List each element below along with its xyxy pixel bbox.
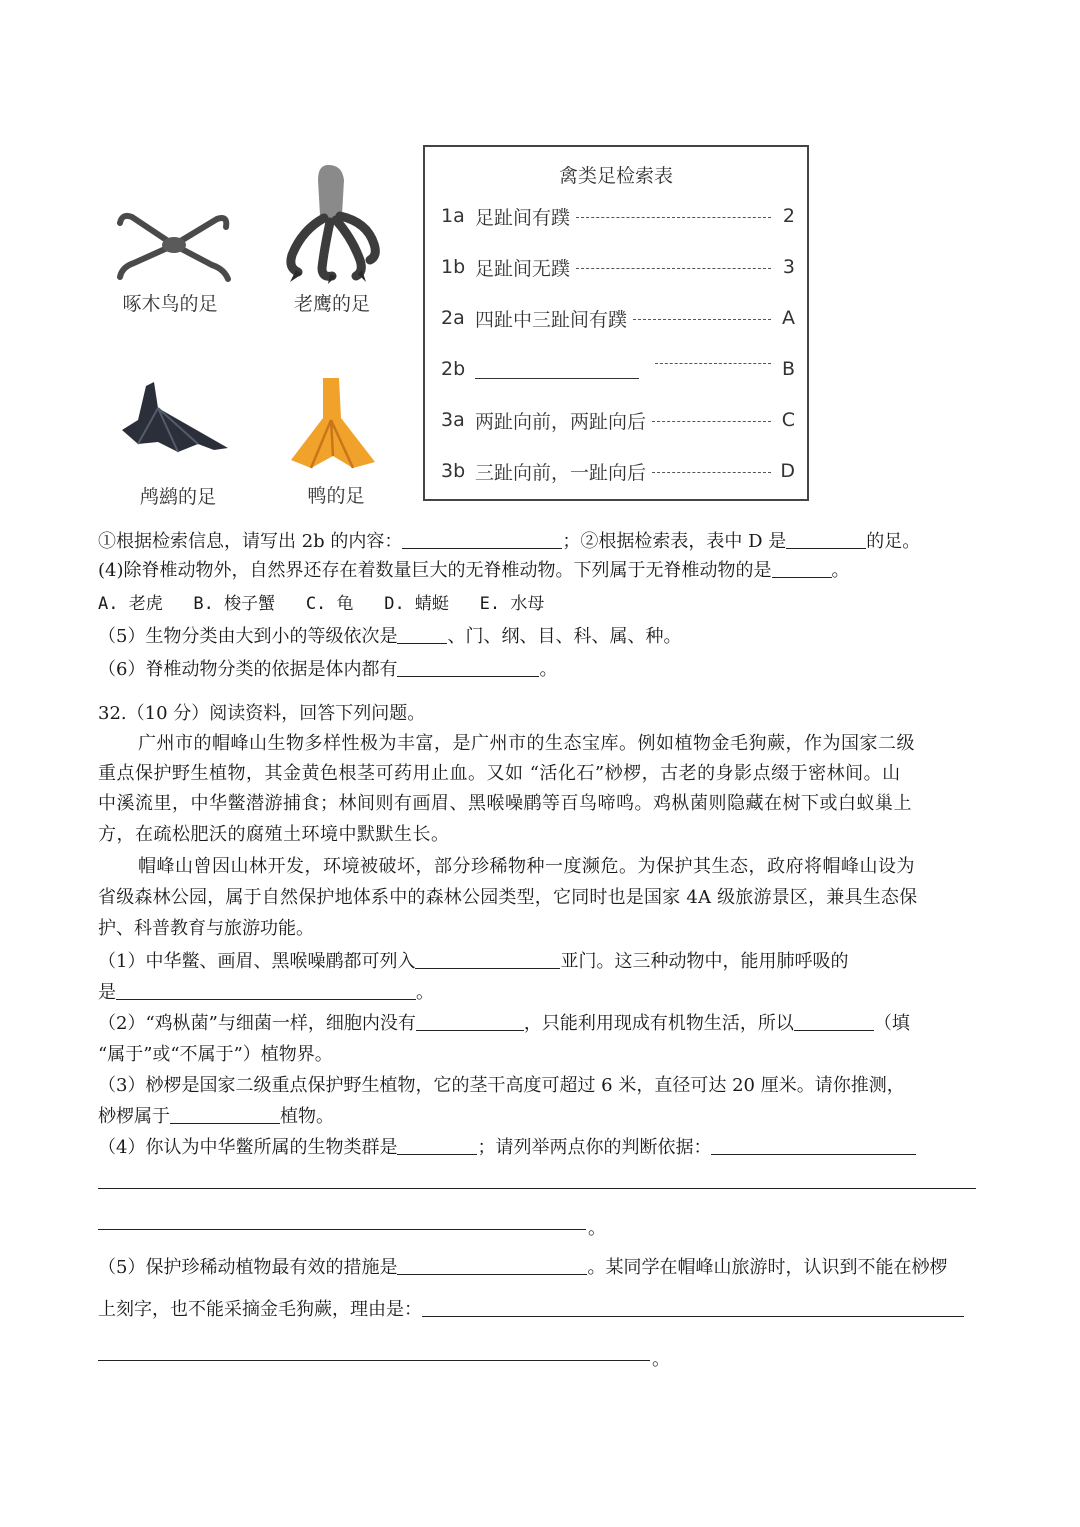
q32-2-cont: “属于”或“不属于”）植物界。 <box>98 1044 333 1065</box>
q32-1-text: 是 <box>98 982 116 1003</box>
answer-blank-32-5a[interactable] <box>397 1256 587 1275</box>
q32-header: 32.（10 分）阅读资料，回答下列问题。 <box>98 703 426 724</box>
key-code: 3b <box>441 460 466 482</box>
cormorant-foot-image <box>118 378 233 468</box>
q32-paragraph-2-line: 帽峰山曾因山林开发，环境被破坏，部分珍稀物种一度濒危。为保护其生态，政府将帽峰山设为 <box>138 856 915 877</box>
key-text: 足趾间有蹼 <box>475 206 571 229</box>
q32-2 <box>98 1012 910 1036</box>
q31-6-text: （6）脊椎动物分类的依据是体内都有 <box>98 659 398 680</box>
answer-blank-q5[interactable] <box>397 625 447 644</box>
q31-key-questions <box>98 530 920 554</box>
key-code: 3a <box>441 409 465 431</box>
q32-5-text: 。某同学在帽峰山旅游时，认识到不能在桫椤 <box>587 1257 948 1278</box>
q31-4-text: 。 <box>831 560 850 581</box>
answer-blank-32-5b[interactable] <box>422 1298 964 1317</box>
key-dash-line <box>652 472 771 473</box>
answer-blank-32-2a[interactable] <box>416 1012 524 1031</box>
woodpecker-foot-image <box>112 205 237 285</box>
key-code: 2b <box>441 358 466 380</box>
key-code: 1b <box>441 256 466 278</box>
eagle-foot-image <box>272 160 387 285</box>
q32-2-text: ，只能利用现成有机物生活，所以 <box>523 1013 794 1034</box>
key-dash-line <box>576 268 771 269</box>
q32-4-text: ；请列举两点你的判断依据： <box>477 1137 712 1158</box>
bird-foot-key-table <box>423 145 809 501</box>
key-result: B <box>781 358 795 380</box>
q31-text: ；②根据检索表，表中 D 是 <box>562 531 787 552</box>
answer-blank-2b[interactable] <box>402 530 562 549</box>
key-text: 三趾向前，一趾向后 <box>475 461 647 484</box>
q31-4-text: (4)除脊椎动物外，自然界还存在着数量巨大的无脊椎动物。下列属于无脊椎动物的是 <box>98 560 772 581</box>
key-result: 2 <box>782 205 795 227</box>
key-code: 2a <box>441 307 465 329</box>
answer-blank-32-4a[interactable] <box>397 1136 477 1155</box>
key-dash-line <box>655 363 771 364</box>
q32-paragraph-2-line: 省级森林公园，属于自然保护地体系中的森林公园类型，它同时也是国家 4A 级旅游景区，兼具生态保 <box>98 887 918 908</box>
q31-text: ①根据检索信息，请写出 2b 的内容： <box>98 531 403 552</box>
q32-5-text: 上刻字，也不能采摘金毛狗蕨，理由是： <box>98 1299 422 1320</box>
q32-3: （3）桫椤是国家二级重点保护野生植物，它的茎干高度可超过 6 米，直径可达 20 厘米。请你推测， <box>98 1075 905 1096</box>
key-dash-line <box>652 421 771 422</box>
q32-3-text: 植物。 <box>280 1106 334 1127</box>
answer-blank-q4[interactable] <box>772 559 832 578</box>
q32-paragraph-2-line: 护、科普教育与旅游功能。 <box>98 918 314 939</box>
key-result: C <box>781 409 795 431</box>
key-row-3a <box>441 407 795 433</box>
q32-3-text: 桫椤属于 <box>98 1106 170 1127</box>
q32-3-cont <box>98 1105 334 1129</box>
answer-line-32-4c[interactable] <box>98 1188 976 1189</box>
key-dash-line <box>633 319 771 320</box>
key-text: 四趾中三趾间有蹼 <box>475 308 628 331</box>
q32-4 <box>98 1136 916 1160</box>
q32-5-period: 。 <box>652 1349 670 1370</box>
q32-5-text: （5）保护珍稀动植物最有效的措施是 <box>98 1257 398 1278</box>
duck-foot-image <box>283 376 383 476</box>
key-code: 1a <box>441 205 465 227</box>
answer-blank-32-1a[interactable] <box>415 950 560 969</box>
key-2b-answer-blank[interactable] <box>475 360 639 379</box>
answer-blank-q6[interactable] <box>397 658 539 677</box>
key-row-1a <box>441 203 795 229</box>
answer-line-32-5c[interactable] <box>98 1360 650 1361</box>
q31-4 <box>98 559 850 583</box>
q31-5-text: （5）生物分类由大到小的等级依次是 <box>98 626 398 647</box>
key-table-title: 禽类足检索表 <box>558 165 673 187</box>
eagle-foot-caption: 老鹰的足 <box>293 293 370 315</box>
q32-1-text: 。 <box>416 982 434 1003</box>
key-row-2a <box>441 305 795 331</box>
q32-5-cont <box>98 1298 964 1322</box>
key-row-1b <box>441 254 795 280</box>
q31-6 <box>98 658 557 682</box>
key-result: A <box>782 307 795 329</box>
duck-foot-caption: 鸭的足 <box>307 485 365 507</box>
q32-5 <box>98 1256 947 1280</box>
key-text: 两趾向前，两趾向后 <box>475 410 647 433</box>
q31-6-text: 。 <box>539 659 558 680</box>
q32-paragraph-1-line: 中溪流里，中华鳖潜游捕食；林间则有画眉、黑喉噪鹛等百鸟啼鸣。鸡枞菌则隐藏在树下或白蚁巢上 <box>98 793 912 814</box>
q32-paragraph-1-line: 重点保护野生植物，其金黄色根茎可药用止血。又如 “活化石”桫椤，古老的身影点缀于密林间。山 <box>98 763 901 784</box>
q32-paragraph-1-line: 方，在疏松肥沃的腐殖土环境中默默生长。 <box>98 824 450 845</box>
q32-2-text: （填 <box>873 1013 910 1034</box>
q31-5 <box>98 625 681 649</box>
q32-1-cont <box>98 981 434 1005</box>
answer-blank-32-1b[interactable] <box>116 981 416 1000</box>
key-result: 3 <box>782 256 795 278</box>
q32-4-text: （4）你认为中华鳖所属的生物类群是 <box>98 1137 398 1158</box>
q32-4-period: 。 <box>588 1218 606 1239</box>
key-result: D <box>780 460 795 482</box>
answer-blank-32-3[interactable] <box>170 1105 280 1124</box>
q32-1-text: （1）中华鳖、画眉、黑喉噪鹛都可列入 <box>98 951 416 972</box>
answer-blank-32-4b[interactable] <box>711 1136 916 1155</box>
key-dash-line <box>576 217 771 218</box>
answer-line-32-4d[interactable] <box>98 1229 586 1230</box>
q31-5-text: 、门、纲、目、科、属、种。 <box>447 626 682 647</box>
key-row-2b <box>441 356 795 382</box>
q32-2-text: （2）“鸡枞菌”与细菌一样，细胞内没有 <box>98 1013 416 1034</box>
woodpecker-foot-caption: 啄木鸟的足 <box>122 293 218 315</box>
key-row-3b <box>441 458 795 484</box>
answer-blank-d[interactable] <box>786 530 866 549</box>
q32-1-text: 亚门。这三种动物中，能用肺呼吸的 <box>560 951 849 972</box>
q32-paragraph-1-line: 广州市的帽峰山生物多样性极为丰富，是广州市的生态宝库。例如植物金毛狗蕨，作为国家二级 <box>138 733 915 754</box>
answer-blank-32-2b[interactable] <box>794 1012 874 1031</box>
q31-text: 的足。 <box>866 531 921 552</box>
q32-1 <box>98 950 848 974</box>
cormorant-foot-caption: 鸬鹚的足 <box>139 486 216 508</box>
key-text: 足趾间无蹼 <box>475 257 571 280</box>
q31-4-options: A. 老虎 B. 梭子蟹 C. 龟 D. 蜻蜓 E. 水母 <box>98 594 545 614</box>
